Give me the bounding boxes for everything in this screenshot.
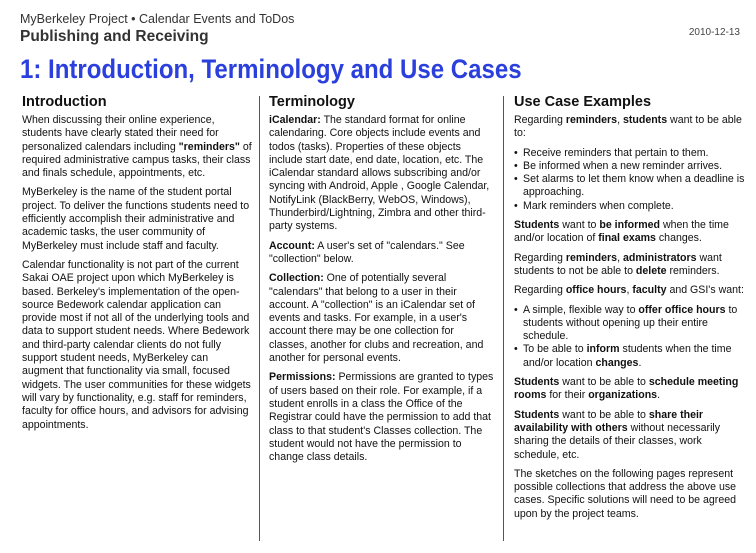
emphasis: schedule meeting rooms xyxy=(514,376,739,402)
term-definition: One of potentially several "calendars" that belong to a user in their account. A "collection" is an iCalendar set of events and tasks. For example, in a user's account there may be one collection for classes, another for clubs and recreation, and another for personal events. xyxy=(269,272,484,365)
text: to students without opening up their entire schedule. xyxy=(523,303,738,343)
emphasis: offer office hours xyxy=(638,303,726,316)
emphasis: Students xyxy=(514,408,560,421)
term-collection xyxy=(269,272,495,365)
term-permissions xyxy=(269,371,495,464)
text: changes. xyxy=(655,232,702,245)
use-cases-heading: Use Case Examples xyxy=(514,94,652,110)
text: want students to not be able to xyxy=(514,251,722,277)
emphasis: Students xyxy=(514,376,560,389)
emphasis: "reminders" xyxy=(178,140,240,153)
term-icalendar xyxy=(269,114,495,234)
term-definition: The standard format for online calendaring. Core objects include events and todos (tasks). Properties of these objects include start date, end date, location, etc. The iCalendar standard allows subscribing and/or syncing with Android, Apple , Google Calendar, NotifyLink (BlackBerry, WebOS, Windows), Thunderbird/Lightning, Zimbra and other third-party systems. xyxy=(269,114,490,233)
page-subtitle: Publishing and Receiving xyxy=(20,28,209,45)
list-item: • Mark reminders when complete. xyxy=(514,200,746,213)
list-item: • Receive reminders that pertain to them. xyxy=(514,147,746,160)
list-item: • Set alarms to let them know when a deadline is approaching. xyxy=(514,173,746,200)
text: want to xyxy=(559,219,600,232)
term-label: Account: xyxy=(269,239,315,252)
use-case-paragraph xyxy=(514,219,746,246)
list-item xyxy=(514,343,746,370)
column-divider xyxy=(503,96,504,541)
document-date: 2010-12-13 xyxy=(688,27,740,38)
emphasis: faculty xyxy=(632,284,667,297)
text: , xyxy=(617,114,623,126)
emphasis: students xyxy=(622,114,668,126)
introduction-heading: Introduction xyxy=(22,94,107,110)
office-hours-list xyxy=(514,304,746,370)
emphasis: changes xyxy=(595,356,639,369)
term-label: Permissions: xyxy=(269,371,336,384)
text: . xyxy=(638,356,642,369)
use-case-paragraph xyxy=(514,376,746,403)
use-case-paragraph xyxy=(514,114,746,141)
emphasis: share their availability with others xyxy=(514,408,704,434)
text: A simple, flexible way to xyxy=(523,303,639,316)
text: want to be able to: xyxy=(514,114,742,140)
emphasis: delete xyxy=(635,264,667,277)
emphasis: final exams xyxy=(598,232,656,245)
text: Regarding xyxy=(514,251,566,264)
use-case-paragraph xyxy=(514,252,746,279)
use-cases-column xyxy=(514,94,746,527)
text: When discussing their online experience, students have clearly stated their need for personalized calendars including xyxy=(22,114,219,153)
terminology-heading: Terminology xyxy=(269,94,355,110)
emphasis: reminders xyxy=(565,251,618,264)
terminology-column xyxy=(269,94,495,470)
emphasis: inform xyxy=(586,343,620,356)
introduction-paragraph: Calendar functionality is not part of the current Sakai OAE project upon which MyBerkeley is based. Berkeley's implementation of the open-source Bedework calendar application can provide most if not all of the underlying tools and data to support student needs. Where Bedework and third-party calendar clients do not fully support student needs, MyBerkeley can augment that functionality via small, focused widgets. The user communities for these widgets will vary by functionality, e.g. staff for reminders, faculty for office hours, and advisors for advising appointments. xyxy=(22,258,251,431)
text: To be able to xyxy=(523,343,587,356)
text: when the time and/or location of xyxy=(514,219,729,245)
introduction-column xyxy=(22,94,252,438)
column-divider xyxy=(259,96,260,541)
text: reminders. xyxy=(666,264,720,277)
introduction-paragraph: MyBerkeley is the name of the student portal project. To deliver the functions students need to efficiently accomplish their administrative and academic tasks, the user community of MyBerkeley must include staff and faculty. xyxy=(22,186,250,252)
introduction-paragraph xyxy=(22,114,252,180)
use-case-paragraph xyxy=(514,409,746,462)
text: , xyxy=(617,251,623,264)
emphasis: Students xyxy=(514,219,560,232)
list-item xyxy=(514,304,746,344)
use-case-paragraph xyxy=(514,284,746,297)
text: students when the time and/or location xyxy=(523,343,732,369)
text: want to be able to xyxy=(559,408,649,421)
text: , xyxy=(626,284,633,297)
text: want to be able to xyxy=(559,376,649,389)
text: and GSI's want: xyxy=(666,284,744,297)
emphasis: reminders xyxy=(565,114,618,126)
term-definition: Permissions are granted to types of users based on their role. For example, if a student enrolls in a class the Office of the Registrar could have the permission to add that class to that student's Classes collection. The student would not have the permission to change class details. xyxy=(269,371,494,464)
emphasis: administrators xyxy=(622,251,697,264)
list-item: • Be informed when a new reminder arrives. xyxy=(514,160,746,173)
text: . xyxy=(657,389,661,402)
emphasis: office hours xyxy=(565,284,627,297)
term-account xyxy=(269,240,495,267)
text: Regarding xyxy=(514,114,566,126)
text: Regarding xyxy=(514,284,566,297)
emphasis: be informed xyxy=(599,219,660,232)
page-title: 1: Introduction, Terminology and Use Cases xyxy=(20,54,522,84)
term-definition: A user's set of "calendars." See "collection" below. xyxy=(269,239,465,265)
project-line: MyBerkeley Project • Calendar Events and ToDos xyxy=(20,12,295,26)
text: for their xyxy=(546,389,589,402)
use-case-paragraph: The sketches on the following pages represent possible collections that address the above use cases. Specific solutions will need to be agreed upon by the project teams. xyxy=(514,467,737,520)
emphasis: organizations xyxy=(588,389,658,402)
text: of required administrative campus tasks, their class and finals schedule, appointments, etc. xyxy=(22,140,252,180)
term-label: iCalendar: xyxy=(269,114,321,126)
text: without necessarily sharing the details of their classes, work schedule, etc. xyxy=(514,421,721,461)
term-label: Collection: xyxy=(269,272,324,285)
reminder-list xyxy=(514,147,746,213)
page-header xyxy=(20,12,740,46)
